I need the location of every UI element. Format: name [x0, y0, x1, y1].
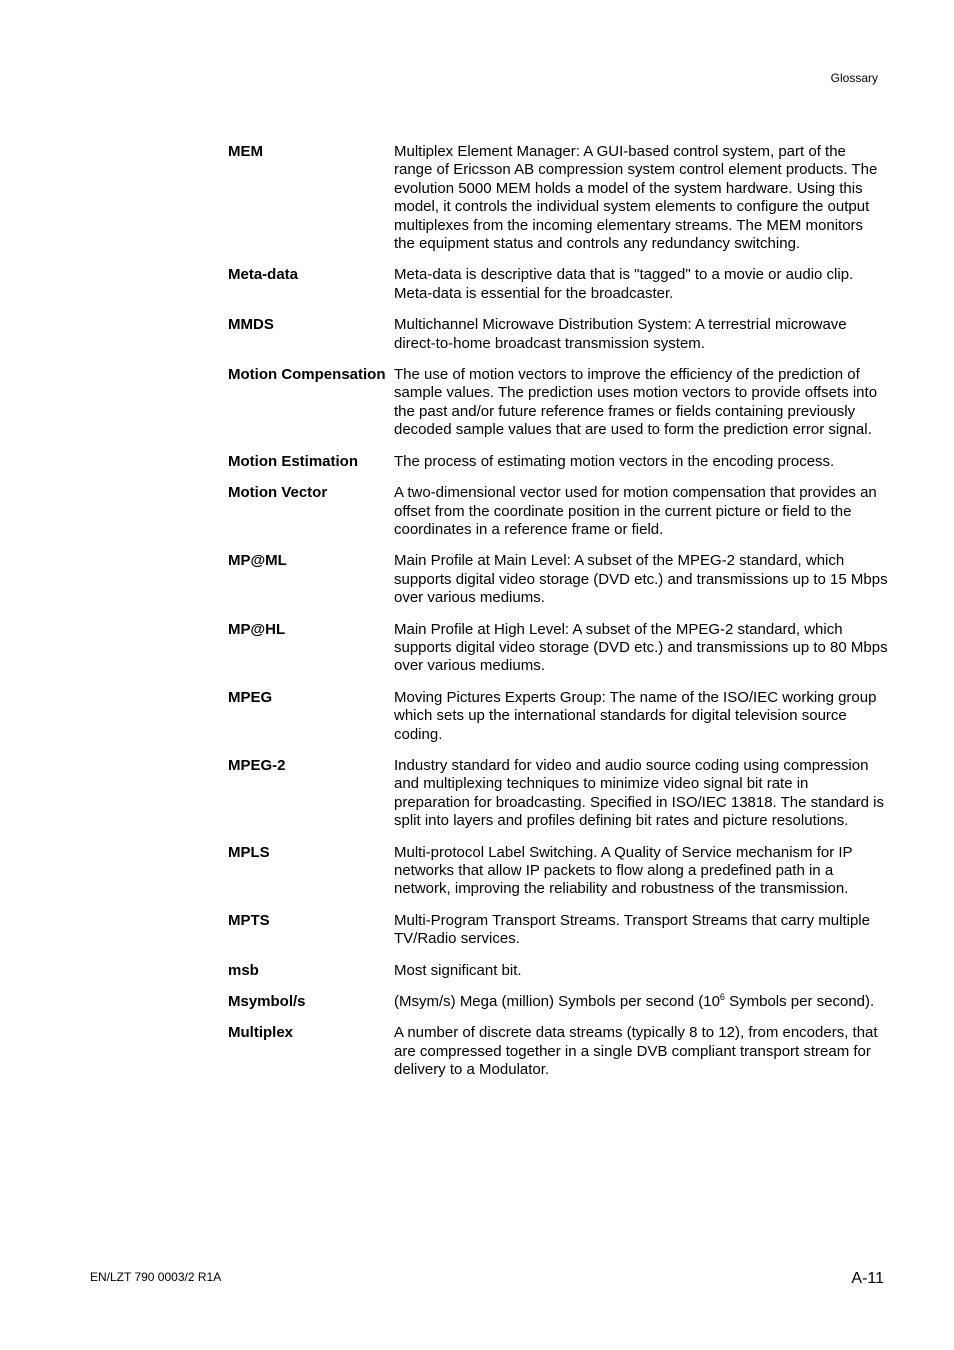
- glossary-term: Motion Compensation: [228, 366, 386, 384]
- glossary-term: MEM: [228, 143, 263, 160]
- glossary-term: MP@ML: [228, 552, 287, 570]
- glossary-definition: Most significant bit.: [394, 961, 522, 979]
- glossary-definition: Main Profile at High Level: A subset of the MPEG-2 standard, which supports digital video storage (DVD etc.) and transmissions up to 80 Mbps over various mediums.: [394, 620, 888, 675]
- glossary-term: MPEG-2: [228, 756, 286, 774]
- glossary-term: Meta-data: [228, 266, 299, 284]
- glossary-definition: A two-dimensional vector used for motion compensation that provides an offset from the coordinate position in the current picture or field to the coordinates in a reference frame or field.: [394, 484, 877, 538]
- running-header: Glossary: [830, 71, 878, 85]
- glossary-definition: Industry standard for video and audio source coding using compression and multiplexing techniques to minimize video signal bit rate in preparation for broadcasting. Specified in ISO/IEC 13818. The standard is split into layers and profiles defining bit rates and picture resolutions.: [394, 756, 885, 830]
- glossary-entry: [228, 962, 888, 980]
- definition-text: Symbols per second).: [724, 993, 875, 1011]
- glossary-term: MPLS: [228, 843, 270, 861]
- glossary-entry: [228, 366, 888, 440]
- glossary-term: Multiplex: [228, 1024, 294, 1042]
- glossary-definition: Meta-data is descriptive data that is "tagged" to a movie or audio clip. Meta-data is essential for the broadcaster.: [394, 266, 854, 302]
- glossary-entry: [228, 912, 888, 949]
- glossary-term: Motion Vector: [228, 484, 328, 502]
- glossary-definition: Main Profile at Main Level: A subset of the MPEG-2 standard, which supports digital video storage (DVD etc.) and transmissions up to 15 Mbps over various mediums.: [394, 552, 888, 607]
- glossary-definition: The use of motion vectors to improve the efficiency of the prediction of sample values. The prediction uses motion vectors to provide offsets into the past and/or future reference frames or fields containing previously decoded sample values that are used to form the prediction error signal.: [394, 366, 878, 439]
- glossary-entry: [228, 552, 888, 607]
- glossary-entry: [228, 689, 888, 744]
- glossary-term: msb: [228, 961, 259, 979]
- glossary-definition: A number of discrete data streams (typically 8 to 12), from encoders, that are compressed together in a single DVB compliant transport stream for delivery to a Modulator.: [394, 1024, 878, 1079]
- glossary-entry: [228, 453, 888, 471]
- glossary-term: MPTS: [228, 911, 270, 929]
- glossary-definition: Multiplex Element Manager: A GUI-based control system, part of the range of Ericsson AB compression system control element products. The evolution 5000 MEM holds a model of the system hardware. Using this model, it controls the individual system elements to configure the output multiplexes from the incoming elementary streams. The MEM monitors the equipment status and controls any redundancy switching.: [394, 143, 878, 253]
- glossary-entry: [228, 143, 888, 253]
- glossary-definition: Multi-protocol Label Switching. A Quality of Service mechanism for IP networks that allow IP packets to flow along a predefined path in a network, improving the reliability and robustness of the transmission.: [394, 843, 853, 898]
- glossary-term: MMDS: [228, 316, 274, 334]
- definition-text: (Msym/s) Mega (million) Symbols per second (10: [394, 993, 720, 1011]
- glossary-term: MP@HL: [228, 620, 286, 638]
- glossary-entry: [228, 757, 888, 831]
- glossary-entry: [228, 484, 888, 539]
- glossary-definition: The process of estimating motion vectors in the encoding process.: [394, 452, 835, 470]
- glossary-entry: [228, 316, 888, 353]
- glossary-entry: [228, 993, 888, 1011]
- document-id: EN/LZT 790 0003/2 R1A: [90, 1270, 222, 1284]
- glossary-entry: [228, 621, 888, 676]
- glossary-term: Msymbol/s: [228, 993, 306, 1011]
- glossary-definition: Moving Pictures Experts Group: The name of the ISO/IEC working group which sets up the international standards for digital television source coding.: [394, 688, 877, 743]
- glossary-term: Motion Estimation: [228, 452, 358, 470]
- glossary-definition: Multi-Program Transport Streams. Transport Streams that carry multiple TV/Radio services.: [394, 911, 870, 948]
- glossary-entry: [228, 266, 888, 303]
- page-number: A-11: [851, 1270, 884, 1287]
- glossary-entry: [228, 1024, 888, 1079]
- glossary-entry: [228, 844, 888, 899]
- glossary-list: [228, 143, 888, 1093]
- glossary-definition: Multichannel Microwave Distribution System: A terrestrial microwave direct-to-home broadcast transmission system.: [394, 316, 847, 352]
- exponent: 6: [719, 992, 725, 1003]
- glossary-definition: [394, 993, 888, 1011]
- glossary-term: MPEG: [228, 688, 273, 706]
